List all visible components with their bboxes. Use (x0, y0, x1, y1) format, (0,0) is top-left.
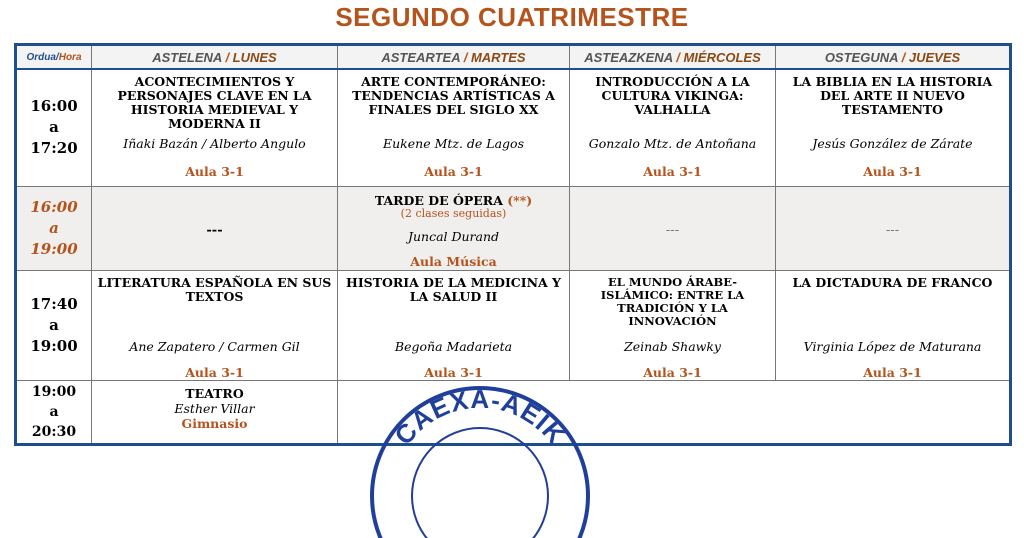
course-teacher: Ane Zapatero / Carmen Gil (129, 338, 300, 354)
time-slot: 19:00 a 20:30 (16, 380, 92, 444)
time-slot: 16:00 a 19:00 (16, 186, 92, 270)
course-cell (338, 69, 570, 186)
day-header-wednesday: ASTEAZKENA / MIÉRCOLES (570, 45, 776, 70)
time-slot: 17:40 a 19:00 (16, 270, 92, 380)
course-room: Aula Música (410, 253, 497, 269)
day-header-tuesday: ASTEARTEA / MARTES (338, 45, 570, 70)
svg-text:CAEXA-AEIK (388, 384, 571, 450)
course-title: LA BIBLIA EN LA HISTORIA DEL ARTE II NUEVO TESTAMENTO (792, 74, 993, 117)
course-room: Aula 3-1 (185, 164, 244, 179)
schedule-row (16, 270, 1011, 380)
course-cell (776, 270, 1011, 380)
course-cell (92, 69, 338, 186)
empty-cell: --- (92, 186, 338, 270)
course-title: ARTE CONTEMPORÁNEO: TENDENCIAS ARTÍSTICAS A FINALES DEL SIGLO XX (352, 74, 555, 117)
empty-cell: --- (570, 186, 776, 270)
time-slot: 16:00 a 17:20 (16, 69, 92, 186)
course-teacher: Gonzalo Mtz. de Antoñana (588, 136, 757, 151)
course-teacher: Esther Villar (174, 400, 255, 416)
course-title: ACONTECIMIENTOS Y PERSONAJES CLAVE EN LA HISTORIA MEDIEVAL Y MODERNA II (117, 74, 312, 131)
association-stamp-logo (330, 378, 630, 538)
course-teacher: Iñaki Bazán / Alberto Angulo (123, 136, 306, 151)
course-room: Aula 3-1 (643, 364, 702, 380)
course-title: HISTORIA DE LA MEDICINA Y LA SALUD II (346, 274, 561, 304)
day-header-monday: ASTELENA / LUNES (92, 45, 338, 70)
course-title: TEATRO (185, 385, 244, 401)
page-title: SEGUNDO CUATRIMESTRE (335, 2, 689, 32)
course-room: Aula 3-1 (863, 364, 922, 380)
hour-column-header: Ordua/Hora (16, 45, 92, 70)
course-cell (570, 69, 776, 186)
course-room: Aula 3-1 (643, 164, 702, 179)
course-cell (338, 186, 570, 270)
day-header-thursday: OSTEGUNA / JUEVES (776, 45, 1011, 70)
course-teacher: Jesús González de Zárate (812, 136, 973, 151)
course-room: Gimnasio (181, 415, 248, 431)
course-room: Aula 3-1 (424, 364, 483, 380)
course-room: Aula 3-1 (863, 164, 922, 179)
empty-cell: --- (776, 186, 1011, 270)
course-teacher: Virginia López de Maturana (803, 338, 982, 354)
course-title: LITERATURA ESPAÑOLA EN SUS TEXTOS (97, 274, 332, 304)
course-teacher: Eukene Mtz. de Lagos (383, 136, 524, 151)
course-cell (338, 270, 570, 380)
header-row (16, 45, 1011, 70)
course-teacher: Zeinab Shawky (624, 338, 721, 354)
schedule-row (16, 186, 1011, 270)
course-title: EL MUNDO ÁRABE-ISLÁMICO: ENTRE LA TRADICIÓN Y LA INNOVACIÓN (600, 274, 745, 328)
course-cell (570, 270, 776, 380)
course-cell (776, 69, 1011, 186)
course-title: LA DICTADURA DE FRANCO (792, 274, 993, 290)
course-room: Aula 3-1 (185, 364, 244, 380)
course-note: (2 clases seguidas) (400, 206, 507, 220)
stamp-text: CAEXA-AEIK (388, 383, 572, 451)
course-room: Aula 3-1 (424, 164, 483, 179)
schedule-row (16, 69, 1011, 186)
course-teacher: Juncal Durand (407, 228, 500, 244)
course-cell (92, 270, 338, 380)
course-title: INTRODUCCIÓN A LA CULTURA VIKINGA: VALHALLA (595, 74, 750, 117)
course-cell (92, 380, 338, 444)
course-title: TARDE DE ÓPERA (**) (374, 192, 533, 208)
course-teacher: Begoña Madarieta (394, 338, 513, 354)
